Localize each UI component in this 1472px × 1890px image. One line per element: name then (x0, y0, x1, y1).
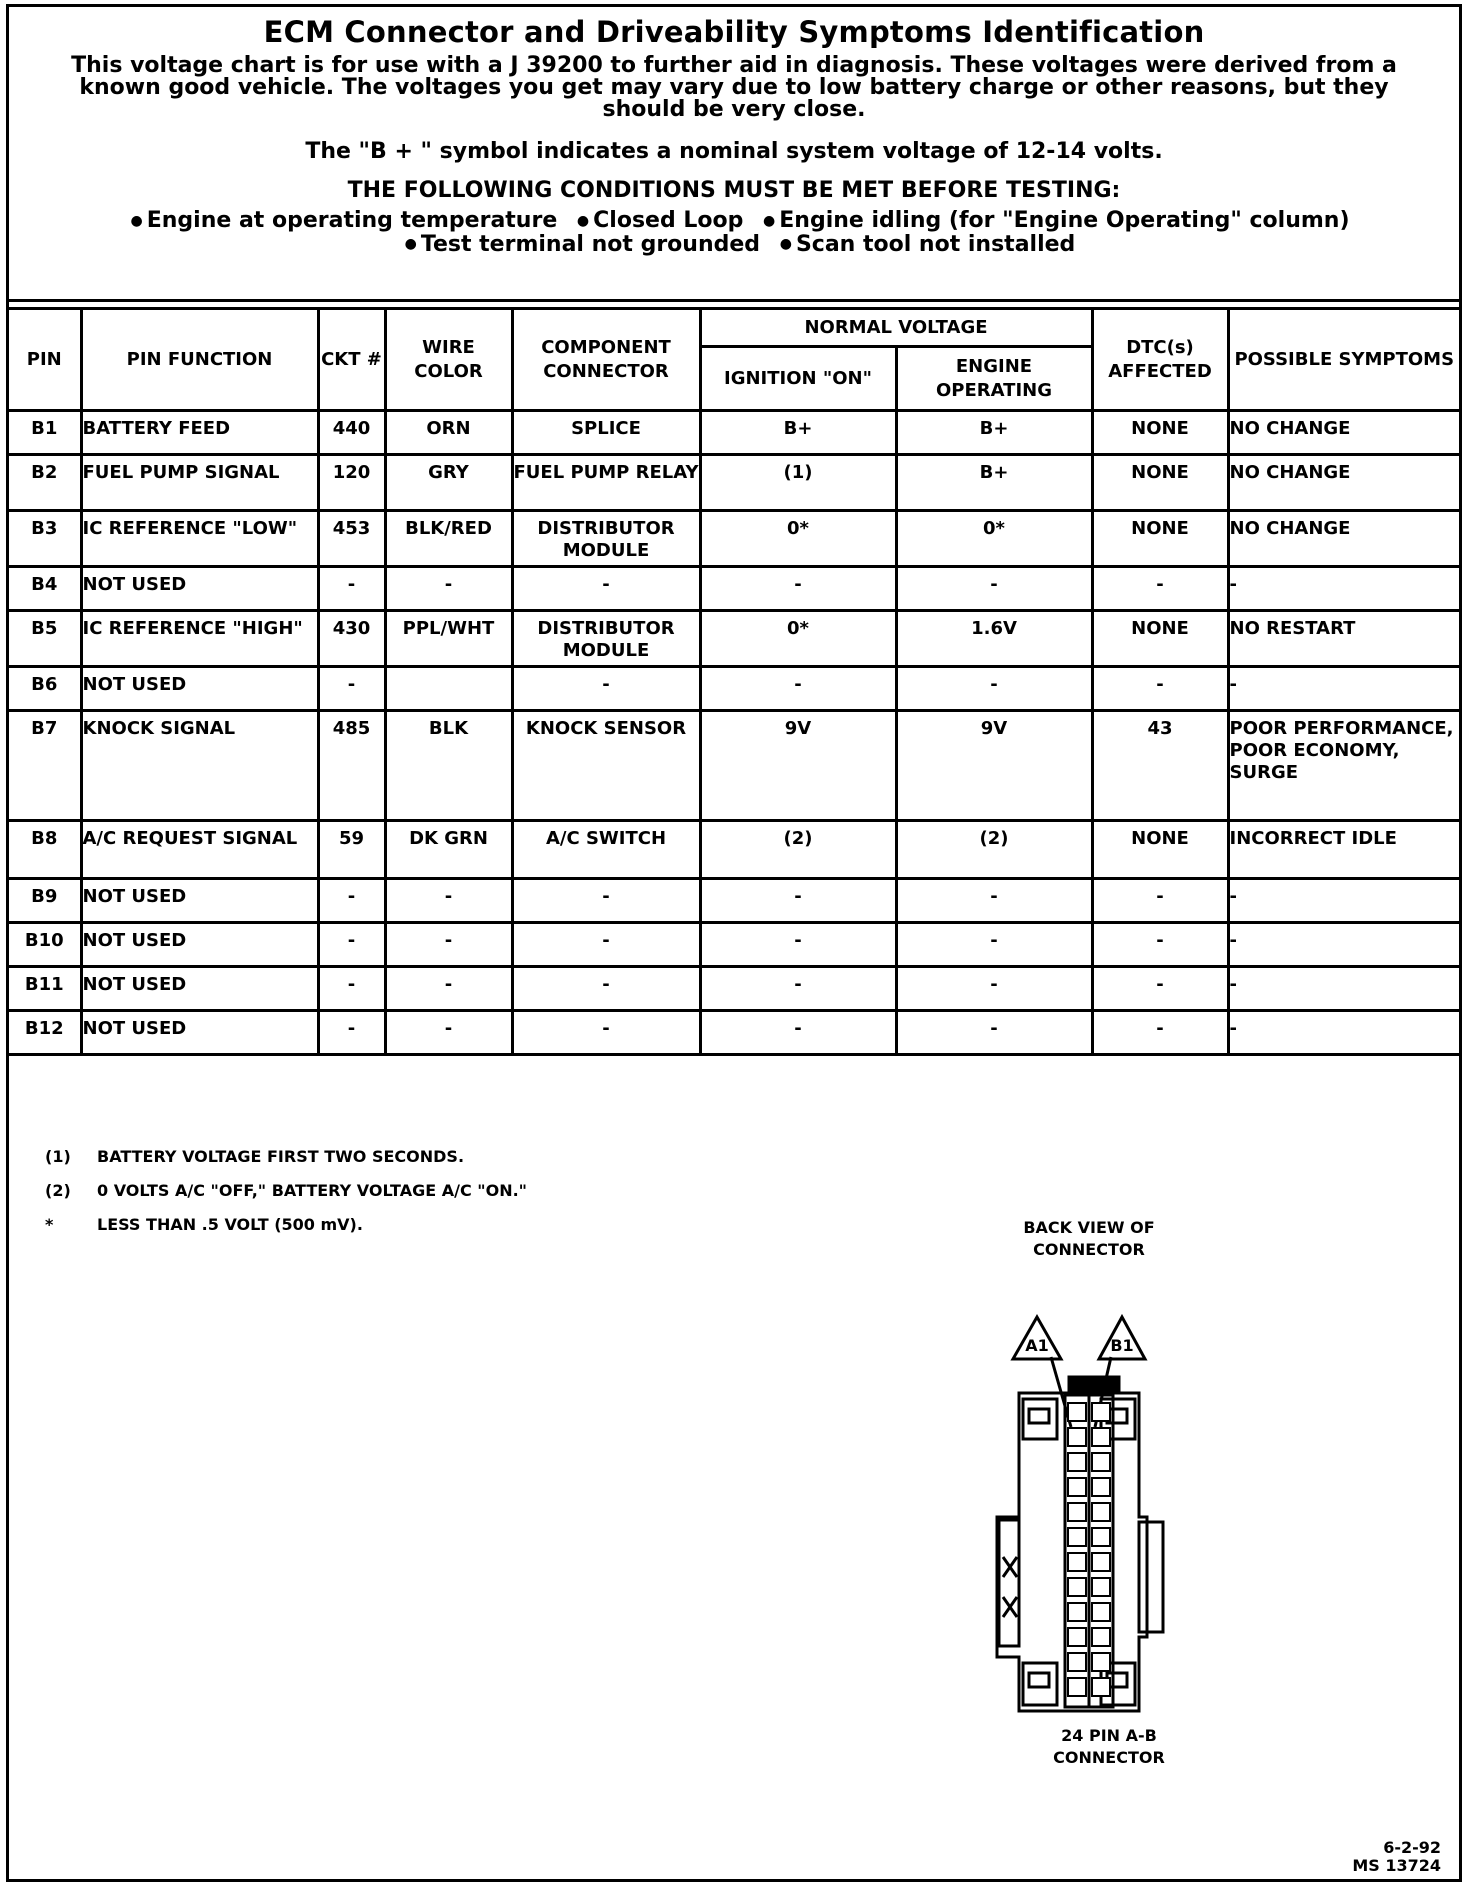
cell-ckt: - (318, 879, 385, 923)
footer-date: 6-2-92 (1383, 1838, 1441, 1857)
pin-cavity (1068, 1653, 1086, 1671)
bullet-icon: ● (763, 212, 776, 229)
bullet-icon: ● (576, 212, 590, 229)
table-row (9, 611, 1459, 667)
cell-symptoms: INCORRECT IDLE (1228, 821, 1459, 879)
bullet-icon: ● (779, 236, 792, 252)
pin-cavity (1068, 1503, 1086, 1521)
cell-component: - (512, 1011, 700, 1055)
cell-pin: B6 (9, 667, 81, 711)
cell-function: NOT USED (81, 1011, 318, 1055)
cell-ignition-on: (1) (700, 455, 896, 511)
cell-ckt: 430 (318, 611, 385, 667)
cell-component: DISTRIBUTOR MODULE (512, 611, 700, 667)
pin-cavity (1068, 1553, 1086, 1571)
cell-pin: B12 (9, 1011, 81, 1055)
conditions-title: THE FOLLOWING CONDITIONS MUST BE MET BEFORE TESTING: (347, 178, 1121, 203)
cell-wire: - (385, 879, 512, 923)
pin-cavity (1092, 1478, 1110, 1496)
cell-ignition-on: - (700, 967, 896, 1011)
condition-item: Engine idling (for "Engine Operating" column) (779, 208, 1350, 233)
connector-drawing (989, 1217, 1209, 1727)
diagram-title: BACK VIEW OF CONNECTOR (1023, 1218, 1155, 1259)
cell-engine-operating: 1.6V (896, 611, 1092, 667)
cell-dtc: - (1092, 967, 1228, 1011)
cell-symptoms: NO CHANGE (1228, 511, 1459, 567)
pin-cavity (1092, 1453, 1110, 1471)
cell-engine-operating: - (896, 1011, 1092, 1055)
col-header-dtc: DTC(s) AFFECTED (1092, 309, 1228, 411)
cell-engine-operating: - (896, 879, 1092, 923)
cell-wire: DK GRN (385, 821, 512, 879)
footer-code: MS 13724 (1352, 1856, 1441, 1875)
cell-symptoms: - (1228, 923, 1459, 967)
cell-pin: B4 (9, 567, 81, 611)
col-header-wire: WIRE COLOR (385, 309, 512, 411)
cell-function: KNOCK SIGNAL (81, 711, 318, 821)
condition-item: Closed Loop (593, 208, 744, 233)
pin-cavity (1068, 1578, 1086, 1596)
pin-cavity (1068, 1478, 1086, 1496)
cell-function: NOT USED (81, 667, 318, 711)
cell-engine-operating: - (896, 667, 1092, 711)
table-row (9, 967, 1459, 1011)
conditions-list (9, 209, 1459, 256)
cell-engine-operating: B+ (896, 411, 1092, 455)
col-header-component: COMPONENT CONNECTOR (512, 309, 700, 411)
cell-ignition-on: 9V (700, 711, 896, 821)
cell-dtc: NONE (1092, 821, 1228, 879)
cell-wire (385, 667, 512, 711)
cell-wire: BLK/RED (385, 511, 512, 567)
col-header-symptoms: POSSIBLE SYMPTOMS (1228, 309, 1459, 411)
page-title: ECM Connector and Driveability Symptoms Identification (263, 15, 1205, 49)
cell-ignition-on: B+ (700, 411, 896, 455)
condition-item: Test terminal not grounded (420, 231, 761, 257)
cell-symptoms: - (1228, 1011, 1459, 1055)
cell-symptoms: POOR PERFORMANCE, POOR ECONOMY, SURGE (1228, 711, 1459, 821)
pin-cavity (1092, 1578, 1110, 1596)
footer (1352, 1839, 1441, 1875)
pin-cavity (1092, 1428, 1110, 1446)
cell-component: - (512, 567, 700, 611)
cell-engine-operating: 9V (896, 711, 1092, 821)
cell-component: - (512, 967, 700, 1011)
cell-component: SPLICE (512, 411, 700, 455)
document-header (9, 7, 1459, 299)
cell-dtc: - (1092, 879, 1228, 923)
cell-engine-operating: 0* (896, 511, 1092, 567)
cell-wire: BLK (385, 711, 512, 821)
footnote: (2) 0 VOLTS A/C "OFF," BATTERY VOLTAGE A/C "ON." (45, 1181, 527, 1200)
pin-cavity (1092, 1678, 1110, 1696)
pin-cavity (1068, 1628, 1086, 1646)
pin-cavity (1092, 1628, 1110, 1646)
cell-wire: - (385, 967, 512, 1011)
cell-symptoms: - (1228, 879, 1459, 923)
table-row (9, 567, 1459, 611)
cell-dtc: - (1092, 667, 1228, 711)
cell-ignition-on: - (700, 879, 896, 923)
cell-ckt: 453 (318, 511, 385, 567)
pin-table (9, 307, 1459, 1056)
header-divider (9, 299, 1459, 302)
pin-label: A1 (1025, 1336, 1049, 1355)
cell-ckt: 59 (318, 821, 385, 879)
pin-cavity (1068, 1428, 1086, 1446)
cell-function: NOT USED (81, 967, 318, 1011)
col-header-ckt: CKT # (318, 309, 385, 411)
cell-function: BATTERY FEED (81, 411, 318, 455)
condition-item: Scan tool not installed (795, 231, 1076, 257)
cell-ckt: 485 (318, 711, 385, 821)
col-header-pin: PIN (9, 309, 81, 411)
cell-component: A/C SWITCH (512, 821, 700, 879)
cell-engine-operating: - (896, 567, 1092, 611)
cell-symptoms: - (1228, 667, 1459, 711)
cell-dtc: NONE (1092, 511, 1228, 567)
cell-engine-operating: - (896, 923, 1092, 967)
cell-symptoms: NO CHANGE (1228, 411, 1459, 455)
cell-pin: B7 (9, 711, 81, 821)
table-row (9, 711, 1459, 821)
cell-symptoms: NO RESTART (1228, 611, 1459, 667)
pin-label: B1 (1110, 1336, 1134, 1355)
cell-symptoms: - (1228, 567, 1459, 611)
cell-function: NOT USED (81, 567, 318, 611)
cell-ckt: 440 (318, 411, 385, 455)
cell-ckt: - (318, 967, 385, 1011)
col-header-engine-operating: ENGINE OPERATING (896, 347, 1092, 411)
cell-symptoms: NO CHANGE (1228, 455, 1459, 511)
cell-pin: B5 (9, 611, 81, 667)
cell-dtc: 43 (1092, 711, 1228, 821)
cell-pin: B3 (9, 511, 81, 567)
cell-pin: B2 (9, 455, 81, 511)
table-row (9, 879, 1459, 923)
table-row (9, 923, 1459, 967)
bullet-icon: ● (130, 212, 143, 229)
cell-function: A/C REQUEST SIGNAL (81, 821, 318, 879)
col-header-ignition-on: IGNITION "ON" (700, 347, 896, 411)
cell-component: FUEL PUMP RELAY (512, 455, 700, 511)
table-row (9, 1011, 1459, 1055)
cell-dtc: NONE (1092, 611, 1228, 667)
table-row (9, 411, 1459, 455)
footnote: (1) BATTERY VOLTAGE FIRST TWO SECONDS. (45, 1147, 465, 1166)
cell-ckt: 120 (318, 455, 385, 511)
cell-dtc: - (1092, 567, 1228, 611)
cell-ckt: - (318, 923, 385, 967)
cell-function: IC REFERENCE "LOW" (81, 511, 318, 567)
cell-engine-operating: (2) (896, 821, 1092, 879)
pin-cavity (1092, 1553, 1110, 1571)
connector-diagram (989, 1217, 1209, 1777)
pin-cavity (1068, 1403, 1086, 1421)
cell-dtc: NONE (1092, 411, 1228, 455)
cell-wire: - (385, 923, 512, 967)
bullet-icon: ● (404, 236, 417, 252)
cell-ckt: - (318, 667, 385, 711)
pin-cavity (1092, 1603, 1110, 1621)
cell-component: - (512, 923, 700, 967)
table-row (9, 667, 1459, 711)
pin-cavity (1068, 1678, 1086, 1696)
cell-function: NOT USED (81, 923, 318, 967)
table-row (9, 455, 1459, 511)
cell-wire: - (385, 567, 512, 611)
cell-wire: PPL/WHT (385, 611, 512, 667)
cell-pin: B10 (9, 923, 81, 967)
intro-text: This voltage chart is for use with a J 39200 to further aid in diagnosis. These voltages were derived from a known good vehicle. The voltages you get may vary due to low battery charge or other reasons, but they should be very close. (71, 53, 1397, 122)
cell-wire: GRY (385, 455, 512, 511)
cell-function: NOT USED (81, 879, 318, 923)
pin-cavity (1068, 1603, 1086, 1621)
pin-cavity (1092, 1403, 1110, 1421)
diagram-caption: 24 PIN A-B CONNECTOR (1053, 1726, 1165, 1767)
cell-pin: B11 (9, 967, 81, 1011)
bplus-note: The "B + " symbol indicates a nominal system voltage of 12-14 volts. (305, 139, 1163, 164)
cell-dtc: NONE (1092, 455, 1228, 511)
cell-pin: B1 (9, 411, 81, 455)
cell-dtc: - (1092, 923, 1228, 967)
condition-item: Engine at operating temperature (146, 208, 558, 233)
footnote: * LESS THAN .5 VOLT (500 mV). (45, 1215, 363, 1234)
cell-wire: ORN (385, 411, 512, 455)
cell-function: FUEL PUMP SIGNAL (81, 455, 318, 511)
col-header-normal-voltage: NORMAL VOLTAGE (700, 309, 1092, 347)
cell-pin: B9 (9, 879, 81, 923)
pin-cavity (1068, 1528, 1086, 1546)
cell-ckt: - (318, 1011, 385, 1055)
cell-ignition-on: - (700, 667, 896, 711)
cell-wire: - (385, 1011, 512, 1055)
table-row (9, 511, 1459, 567)
pin-cavity (1092, 1528, 1110, 1546)
cell-ckt: - (318, 567, 385, 611)
document-frame (6, 4, 1462, 1882)
cell-ignition-on: - (700, 923, 896, 967)
cell-ignition-on: 0* (700, 611, 896, 667)
cell-engine-operating: - (896, 967, 1092, 1011)
cell-ignition-on: 0* (700, 511, 896, 567)
cell-pin: B8 (9, 821, 81, 879)
cell-component: - (512, 667, 700, 711)
cell-ignition-on: - (700, 1011, 896, 1055)
footnotes (45, 1147, 527, 1249)
cell-ignition-on: (2) (700, 821, 896, 879)
col-header-function: PIN FUNCTION (81, 309, 318, 411)
pin-cavity (1092, 1653, 1110, 1671)
cell-function: IC REFERENCE "HIGH" (81, 611, 318, 667)
cell-dtc: - (1092, 1011, 1228, 1055)
pin-cavity (1092, 1503, 1110, 1521)
table-row (9, 821, 1459, 879)
cell-engine-operating: B+ (896, 455, 1092, 511)
cell-component: - (512, 879, 700, 923)
cell-component: DISTRIBUTOR MODULE (512, 511, 700, 567)
cell-symptoms: - (1228, 967, 1459, 1011)
cell-component: KNOCK SENSOR (512, 711, 700, 821)
pin-cavity (1068, 1453, 1086, 1471)
cell-ignition-on: - (700, 567, 896, 611)
